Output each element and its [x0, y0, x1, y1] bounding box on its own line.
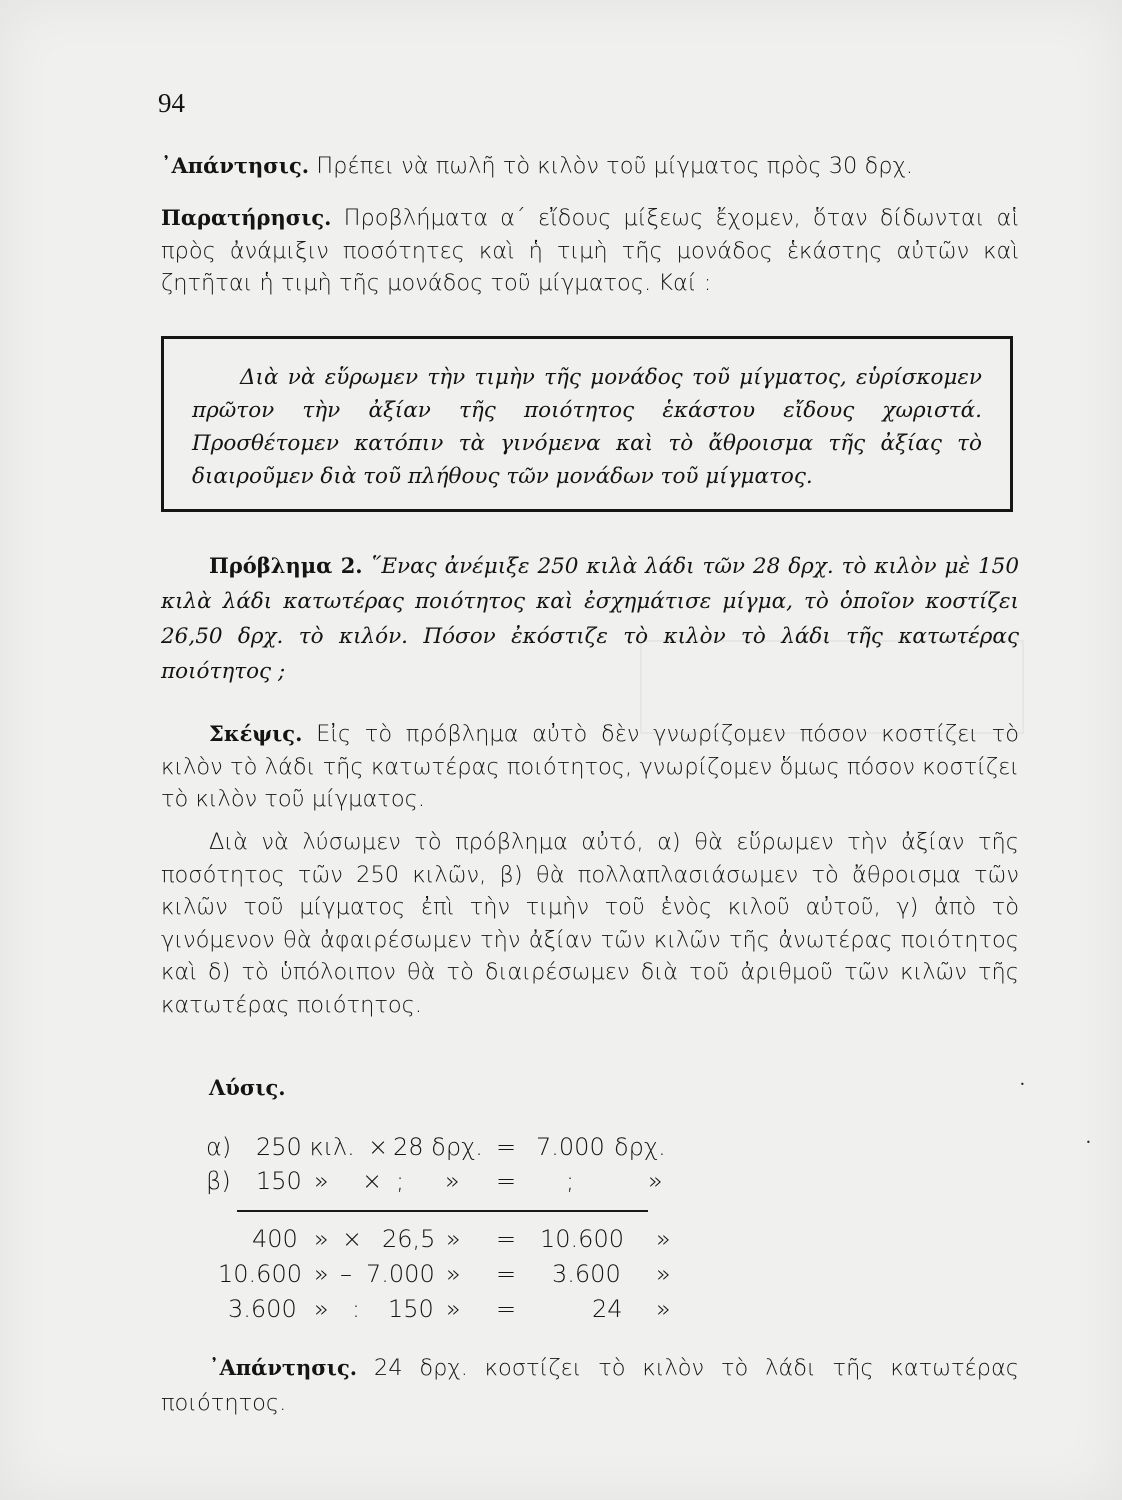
calc-row-c-eq: =	[496, 1225, 517, 1253]
calc-row-e-result: 24	[592, 1295, 623, 1323]
calc-row-b-marker: β)	[206, 1167, 231, 1195]
calc-row-b-unit: »	[648, 1167, 663, 1195]
answer-label: ᾿Απάντησις.	[161, 153, 310, 178]
problem-2-paragraph	[161, 548, 1019, 689]
remark-paragraph	[161, 202, 1019, 300]
calc-row-c-qty: 400	[252, 1225, 298, 1253]
calc-row-d-ditto: »	[314, 1260, 329, 1288]
scan-speck: •	[1086, 1138, 1091, 1147]
answer-text: Πρέπει νὰ πωλῆ τὸ κιλὸν τοῦ μίγματος πρὸς 30 δρχ.	[316, 153, 914, 179]
calc-row-b-ditto2: »	[445, 1167, 460, 1195]
thought-label: Σκέψις.	[209, 721, 303, 746]
calc-row-c-unit: »	[656, 1225, 671, 1253]
calc-row-c-result: 10.600	[540, 1225, 624, 1253]
calc-row-a-op: ×	[368, 1133, 389, 1161]
answer-paragraph-1	[161, 150, 1019, 183]
calc-row-e-eq: =	[496, 1295, 517, 1323]
solution-heading	[209, 1075, 1067, 1100]
rule-box	[161, 336, 1013, 512]
rule-box-text: Διὰ νὰ εὕρωμεν τὴν τιμὴν τῆς μονάδος τοῦ μίγματος, εὑρίσκομεν πρῶτον τὴν ἀξίαν τῆς ποιότητος ἑκάστου εἴδους χωριστά. Προσθέτομεν κατόπιν τὰ γινόμενα καὶ τὸ ἄθροισμα τῆς ἀξίας τὸ διαιροῦμεν διὰ τοῦ πλήθους τῶν μονάδων τοῦ μίγματος.	[192, 365, 982, 489]
calc-row-e-unit: »	[656, 1295, 671, 1323]
page-number: 94	[158, 88, 185, 118]
calc-row-b-result: ;	[566, 1167, 575, 1195]
final-answer-label: ᾿Απάντησις.	[209, 1355, 358, 1380]
calc-row-c-ditto2: »	[446, 1225, 461, 1253]
calc-row-a-eq: =	[496, 1133, 517, 1161]
thought-text: Εἰς τὸ πρόβλημα αὐτὸ δὲν γνωρίζομεν πόσον κοστίζει τὸ κιλὸν τὸ λάδι τῆς κατωτέρας ποιότητος, γνωρίζομεν ὅμως πόσον κοστίζει τὸ κιλὸν τοῦ μίγματος.	[161, 721, 1019, 812]
calc-row-d-ditto2: »	[446, 1260, 461, 1288]
final-answer-text: 24 δρχ. κοστίζει τὸ κιλὸν τὸ λάδι τῆς κατωτέρας ποιότητος.	[161, 1355, 1019, 1416]
calc-row-d-qty: 10.600	[218, 1260, 302, 1288]
calc-row-a-unit: δρχ.	[614, 1133, 666, 1161]
scan-speck: •	[1020, 1080, 1025, 1089]
calc-row-a-marker: α)	[206, 1133, 232, 1161]
method-paragraph: Διὰ νὰ λύσωμεν τὸ πρόβλημα αὐτό, α) θὰ εὕρωμεν τὴν ἀξίαν τῆς ποσότητος τῶν 250 κιλῶν, β) θὰ πολλαπλασιάσωμεν τὸ ἄθροισμα τῶν κιλῶν τοῦ μίγματος ἐπὶ τὴν τιμὴν τοῦ ἑνὸς κιλοῦ αὐτοῦ, γ) ἀπὸ τὸ γινόμενον θὰ ἀφαιρέσωμεν τὴν ἀξίαν τῶν κιλῶν τῆς ἀνωτέρας ποιότητος καὶ δ) τὸ ὑπόλοιπον θὰ τὸ διαιρέσωμεν διὰ τοῦ ἀριθμοῦ τῶν κιλῶν τῆς κατωτέρας ποιότητος.	[161, 829, 1019, 1018]
calc-row-e-ditto2: »	[446, 1295, 461, 1323]
calc-row-c-ditto: »	[314, 1225, 329, 1253]
calc-row-b-qty: 150	[256, 1167, 302, 1195]
calc-row-a-result: 7.000	[536, 1133, 605, 1161]
calc-row-d-unit: »	[656, 1260, 671, 1288]
thought-paragraph	[161, 718, 1019, 816]
remark-text: Προβλήματα α΄ εἴδους μίξεως ἔχομεν, ὅταν δίδωνται αἱ πρὸς ἀνάμιξιν ποσότητες καὶ ἡ τιμὴ τῆς μονάδος ἑκάστης αὐτῶν καὶ ζητῆται ἡ τιμὴ τῆς μονάδος τοῦ μίγματος. Καί :	[161, 205, 1019, 296]
calc-row-d-result: 3.600	[552, 1260, 621, 1288]
calc-row-a-price: 28 δρχ.	[393, 1133, 483, 1161]
calc-row-b-op: ×	[362, 1167, 383, 1195]
calc-row-d-eq: =	[496, 1260, 517, 1288]
calc-row-c-op: ×	[342, 1225, 363, 1253]
calc-row-a-qty: 250 κιλ.	[256, 1133, 355, 1161]
calc-row-b-price: ;	[396, 1167, 405, 1195]
calc-row-c-price: 26,5	[382, 1225, 436, 1253]
calc-row-e-op: :	[352, 1295, 361, 1323]
calc-row-b-eq: =	[496, 1167, 517, 1195]
calc-row-e-divisor: 150	[388, 1295, 434, 1323]
sum-rule	[237, 1210, 648, 1212]
calc-row-e-ditto: »	[314, 1295, 329, 1323]
solution-label: Λύσις.	[209, 1075, 286, 1100]
remark-label: Παρατήρησις.	[161, 205, 332, 230]
problem-2-label: Πρόβλημα 2.	[209, 553, 363, 578]
calc-row-b-ditto: »	[314, 1167, 329, 1195]
calc-row-d-op: –	[340, 1260, 352, 1288]
problem-2-text: ῞Ενας ἀνέμιξε 250 κιλὰ λάδι τῶν 28 δρχ. τὸ κιλὸν μὲ 150 κιλὰ λάδι κατωτέρας ποιότητος καὶ ἐσχημάτισε μίγμα, τὸ ὁποῖον κοστίζει 26,50 δρχ. τὸ κιλόν. Πόσον ἐκόστιζε τὸ κιλὸν τὸ λάδι τῆς κατωτέρας ποιότητος ;	[161, 554, 1019, 684]
calc-row-d-price: 7.000	[366, 1260, 435, 1288]
answer-paragraph-2	[161, 1350, 1019, 1421]
calc-row-e-qty: 3.600	[228, 1295, 297, 1323]
